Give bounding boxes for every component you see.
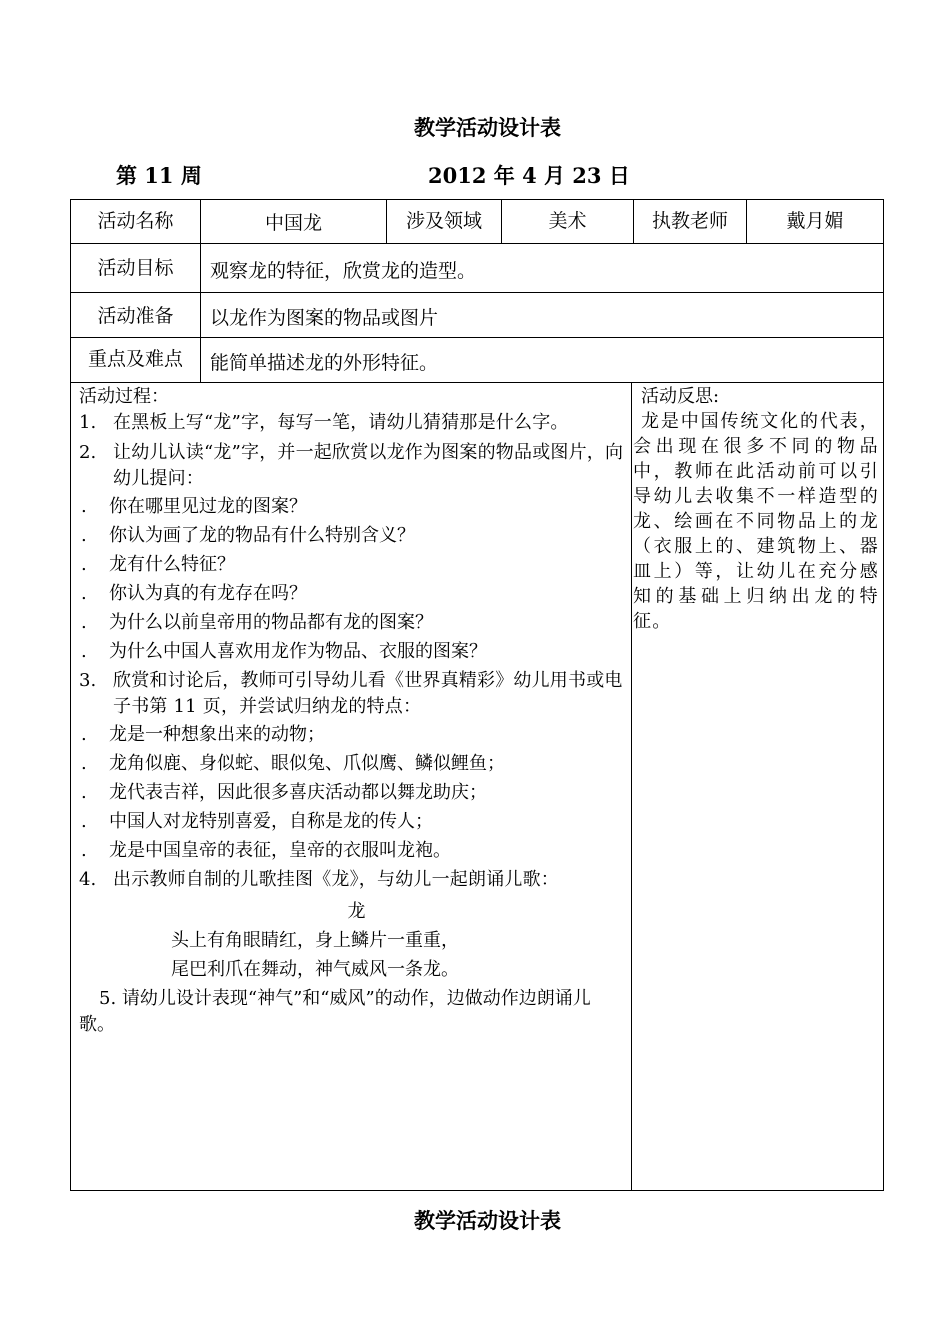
process-step <box>79 440 624 492</box>
poem-title: 龙 <box>347 901 366 922</box>
process-step <box>79 867 624 893</box>
feature-text: 中国人对龙特别喜爱，自称是龙的传人； <box>109 811 433 832</box>
list-item <box>79 608 624 637</box>
process-step: 5. 请幼儿设计表现“神气”和“威风”的动作，边做动作边朗诵儿歌。 <box>79 988 591 1035</box>
list-item <box>79 637 624 666</box>
step-text: 欣赏和讨论后，教师可引导幼儿看《世界真精彩》幼儿用书或电子书第 11 页，并尝试归纳龙的特点： <box>113 670 623 717</box>
question-text: 为什么中国人喜欢用龙作为物品、衣服的图案？ <box>109 641 487 662</box>
feature-text: 龙代表吉祥，因此很多喜庆活动都以舞龙助庆； <box>109 782 487 803</box>
list-item <box>79 778 624 807</box>
activity-process <box>79 384 624 1038</box>
process-title: 活动过程： <box>79 386 169 407</box>
field-label: 涉及领域 <box>405 210 482 232</box>
poem-line: 头上有角眼睛红，身上鳞片一重重， <box>171 930 459 951</box>
step-number: 4. <box>79 869 97 890</box>
list-item <box>79 807 624 836</box>
step-text: 让幼儿认读“龙”字，并一起欣赏以龙作为图案的物品或图片，向幼儿提问： <box>113 442 624 489</box>
process-step <box>79 668 624 720</box>
question-text: 你认为真的有龙存在吗？ <box>109 583 307 604</box>
list-item <box>79 749 624 778</box>
key-points-label: 重点及难点 <box>87 348 183 370</box>
poem-line: 尾巴利爪在舞动，神气威风一条龙。 <box>171 959 459 980</box>
bullet: . <box>81 525 87 546</box>
row-divider <box>71 292 883 293</box>
activity-name-value: 中国龙 <box>264 212 322 234</box>
question-text: 你认为画了龙的物品有什么特别含义？ <box>109 525 415 546</box>
teacher-label: 执教老师 <box>651 210 728 232</box>
bullet: . <box>81 811 87 832</box>
list-item <box>79 836 624 865</box>
date-label: 2012 年 4 月 23 日 <box>428 163 630 188</box>
field-value: 美术 <box>548 210 587 232</box>
activity-table <box>70 199 884 1191</box>
feature-text: 龙是中国皇帝的表征，皇帝的衣服叫龙袍。 <box>109 840 451 861</box>
preparation-label: 活动准备 <box>97 305 174 327</box>
question-text: 为什么以前皇帝用的物品都有龙的图案？ <box>109 612 433 633</box>
process-step <box>79 410 624 436</box>
step-number: 2. <box>79 442 97 463</box>
bullet: . <box>81 782 87 803</box>
page-title-next: 教学活动设计表 <box>414 1208 561 1233</box>
row-divider <box>71 382 883 383</box>
reflection-title: 活动反思: <box>641 386 720 407</box>
bullet: . <box>81 641 87 662</box>
key-points-value: 能简单描述龙的外形特征。 <box>210 352 439 374</box>
teacher-value: 戴月媚 <box>786 210 844 232</box>
preparation-value: 以龙作为图案的物品或图片 <box>210 307 439 329</box>
goal-value: 观察龙的特征，欣赏龙的造型。 <box>210 260 477 282</box>
bullet: . <box>81 583 87 604</box>
feature-text: 龙是一种想象出来的动物； <box>109 724 325 745</box>
step-text: 在黑板上写“龙”字，每写一笔，请幼儿猜猜那是什么字。 <box>113 412 569 433</box>
step-text: 出示教师自制的儿歌挂图《龙》，与幼儿一起朗诵儿歌： <box>113 869 559 890</box>
goal-label: 活动目标 <box>97 257 174 279</box>
row-divider <box>71 337 883 338</box>
activity-name-label: 活动名称 <box>97 210 174 232</box>
bullet: . <box>81 840 87 861</box>
bullet: . <box>81 554 87 575</box>
bullet: . <box>81 496 87 517</box>
list-item <box>79 521 624 550</box>
week-label: 第 11 周 <box>116 163 202 188</box>
bullet: . <box>81 753 87 774</box>
list-item <box>79 579 624 608</box>
page-title: 教学活动设计表 <box>414 115 561 140</box>
feature-text: 龙角似鹿、身似蛇、眼似兔、爪似鹰、鳞似鲤鱼； <box>109 753 505 774</box>
question-text: 龙有什么特征？ <box>109 554 235 575</box>
bullet: . <box>81 612 87 633</box>
question-text: 你在哪里见过龙的图案？ <box>109 496 307 517</box>
bullet: . <box>81 724 87 745</box>
step-number: 1. <box>79 412 97 433</box>
step-number: 3. <box>79 670 97 691</box>
row-divider <box>71 243 883 244</box>
activity-reflection <box>633 384 879 634</box>
list-item <box>79 492 624 521</box>
list-item <box>79 720 624 749</box>
col-divider <box>631 382 632 1190</box>
reflection-body: 龙是中国传统文化的代表，会出现在很多不同的物品中，教师在此活动前可以引导幼儿去收集不一样造型的龙、绘画在不同物品上的龙（衣服上的、建筑物上、器皿上）等，让幼儿在充分感知的基础上归纳出龙的特征。 <box>633 411 879 632</box>
list-item <box>79 550 624 579</box>
